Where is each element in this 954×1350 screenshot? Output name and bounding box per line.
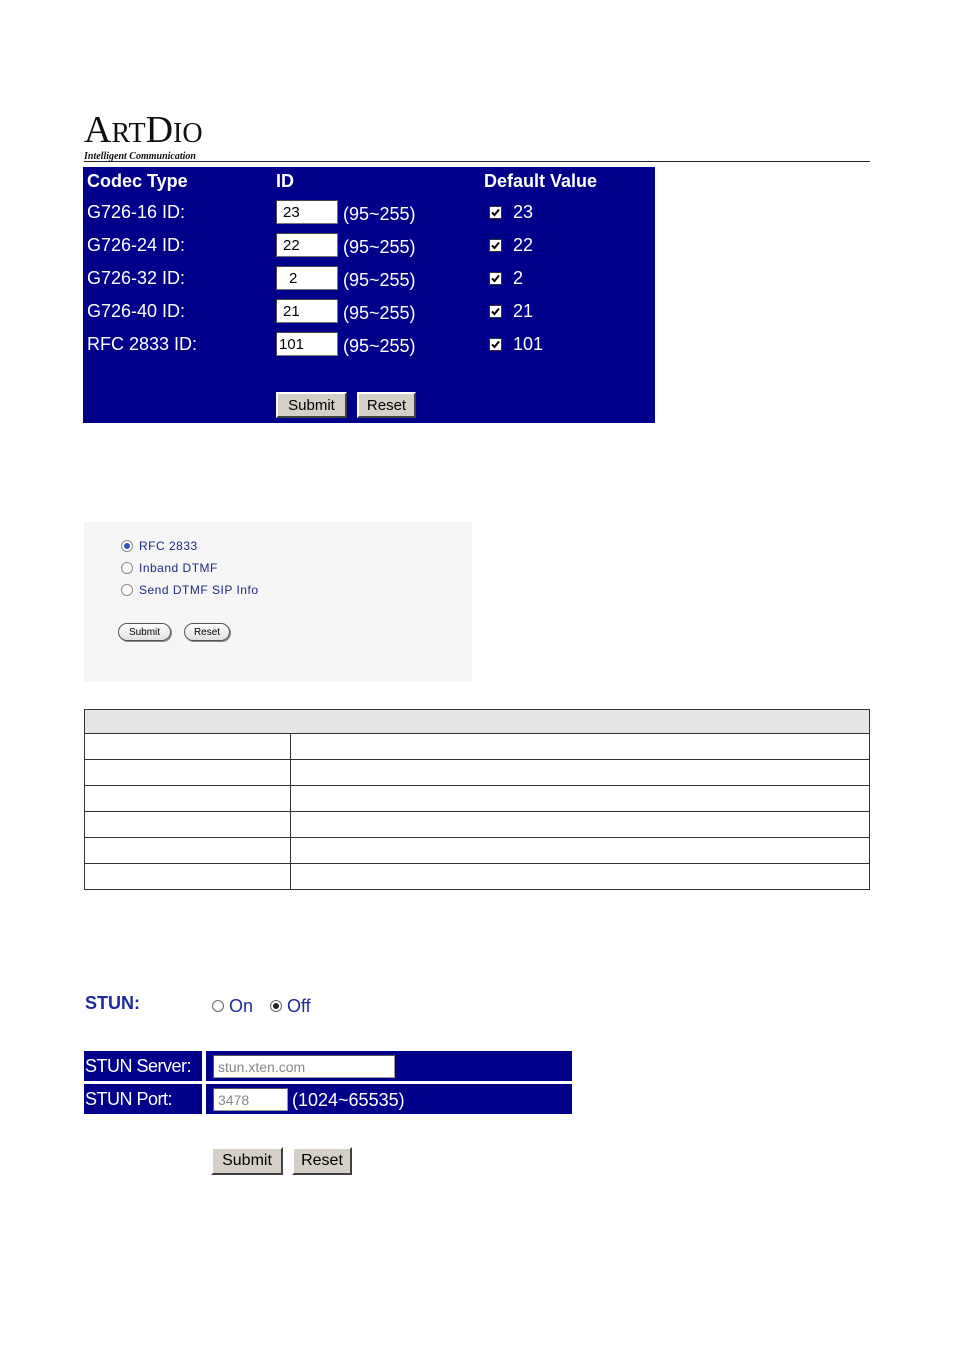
checkmark-icon <box>490 306 501 317</box>
codec-reset-button[interactable]: Reset <box>357 392 416 418</box>
codec-type-header: Codec Type <box>87 171 188 191</box>
rfc2833-id-input[interactable] <box>276 332 338 356</box>
default-value: 21 <box>513 301 534 321</box>
stun-port-row <box>84 1084 572 1114</box>
stun-on-label: On <box>229 996 254 1016</box>
table-cell <box>85 812 291 838</box>
g726-24-default-checkbox[interactable] <box>489 239 502 252</box>
table-cell <box>291 864 870 890</box>
id-header: ID <box>276 171 294 191</box>
radio-selected-icon[interactable] <box>121 540 133 552</box>
codec-label: G726-40 ID: <box>87 301 186 321</box>
artdio-logo <box>84 110 203 162</box>
table-cell <box>291 838 870 864</box>
codec-row-g726-40 <box>83 299 655 329</box>
id-range: (95~255) <box>343 237 416 257</box>
dtmf-submit-button[interactable]: Submit <box>118 623 171 641</box>
table-row <box>85 838 870 864</box>
table-cell <box>85 760 291 786</box>
id-range: (95~255) <box>343 204 416 224</box>
stun-port-range: (1024~65535) <box>292 1090 405 1110</box>
dtmf-reset-button[interactable]: Reset <box>184 623 230 641</box>
dtmf-option-label: RFC 2833 <box>139 539 198 553</box>
codec-submit-button[interactable]: Submit <box>276 392 347 418</box>
g726-32-default-checkbox[interactable] <box>489 272 502 285</box>
checkmark-icon <box>490 339 501 350</box>
radio-icon[interactable] <box>121 584 133 596</box>
codec-row-g726-32 <box>83 266 655 296</box>
dtmf-option-label: Inband DTMF <box>139 561 218 575</box>
codec-row-g726-16 <box>83 200 655 230</box>
codec-label: G726-16 ID: <box>87 202 186 222</box>
table-row <box>85 786 870 812</box>
table-cell <box>291 760 870 786</box>
g726-40-id-input[interactable] <box>276 299 338 323</box>
logo-tagline: Intelligent Communication <box>84 151 196 162</box>
g726-32-id-input[interactable] <box>276 266 338 290</box>
stun-server-input[interactable] <box>213 1055 395 1078</box>
table-cell <box>291 734 870 760</box>
codec-row-g726-24 <box>83 233 655 263</box>
radio-icon[interactable] <box>212 1000 224 1012</box>
id-range: (95~255) <box>343 303 416 323</box>
g726-40-default-checkbox[interactable] <box>489 305 502 318</box>
table-row <box>85 864 870 890</box>
table-row <box>85 760 870 786</box>
table-cell <box>85 864 291 890</box>
table-cell <box>85 838 291 864</box>
table-cell <box>85 734 291 760</box>
stun-reset-button[interactable]: Reset <box>292 1147 352 1175</box>
g726-24-id-input[interactable] <box>276 233 338 257</box>
default-value: 23 <box>513 202 534 222</box>
header-divider <box>84 161 870 162</box>
stun-submit-button[interactable]: Submit <box>211 1147 283 1175</box>
default-value: 2 <box>513 268 524 288</box>
table-row <box>85 734 870 760</box>
table-row <box>85 812 870 838</box>
id-range: (95~255) <box>343 336 416 356</box>
stun-port-label: STUN Port: <box>84 1084 202 1114</box>
checkmark-icon <box>490 273 501 284</box>
table-cell <box>291 812 870 838</box>
table-cell <box>291 786 870 812</box>
table-header-row <box>85 710 870 734</box>
radio-icon[interactable] <box>121 562 133 574</box>
checkmark-icon <box>490 207 501 218</box>
stun-server-cell <box>206 1051 572 1081</box>
rfc2833-default-checkbox[interactable] <box>489 338 502 351</box>
default-value: 101 <box>513 334 544 354</box>
codec-label: RFC 2833 ID: <box>87 334 198 354</box>
id-range: (95~255) <box>343 270 416 290</box>
table-header-cell <box>85 710 870 734</box>
logo-wordmark: ARTDIO <box>84 109 203 151</box>
codec-label: G726-24 ID: <box>87 235 186 255</box>
stun-title: STUN: <box>85 993 140 1013</box>
default-value: 22 <box>513 235 534 255</box>
stun-server-row <box>84 1051 572 1081</box>
dtmf-option-label: Send DTMF SIP Info <box>139 583 259 597</box>
codec-row-rfc2833 <box>83 332 655 362</box>
empty-table <box>84 709 870 890</box>
table-cell <box>85 786 291 812</box>
codec-id-panel <box>83 167 655 423</box>
stun-server-label: STUN Server: <box>84 1051 202 1081</box>
radio-selected-icon[interactable] <box>270 1000 282 1012</box>
stun-port-input[interactable] <box>213 1088 288 1111</box>
g726-16-default-checkbox[interactable] <box>489 206 502 219</box>
g726-16-id-input[interactable] <box>276 200 338 224</box>
stun-port-cell <box>206 1084 572 1114</box>
default-value-header: Default Value <box>484 171 598 191</box>
checkmark-icon <box>490 240 501 251</box>
stun-off-label: Off <box>287 996 311 1016</box>
dtmf-mode-panel <box>84 522 472 682</box>
codec-label: G726-32 ID: <box>87 268 186 288</box>
